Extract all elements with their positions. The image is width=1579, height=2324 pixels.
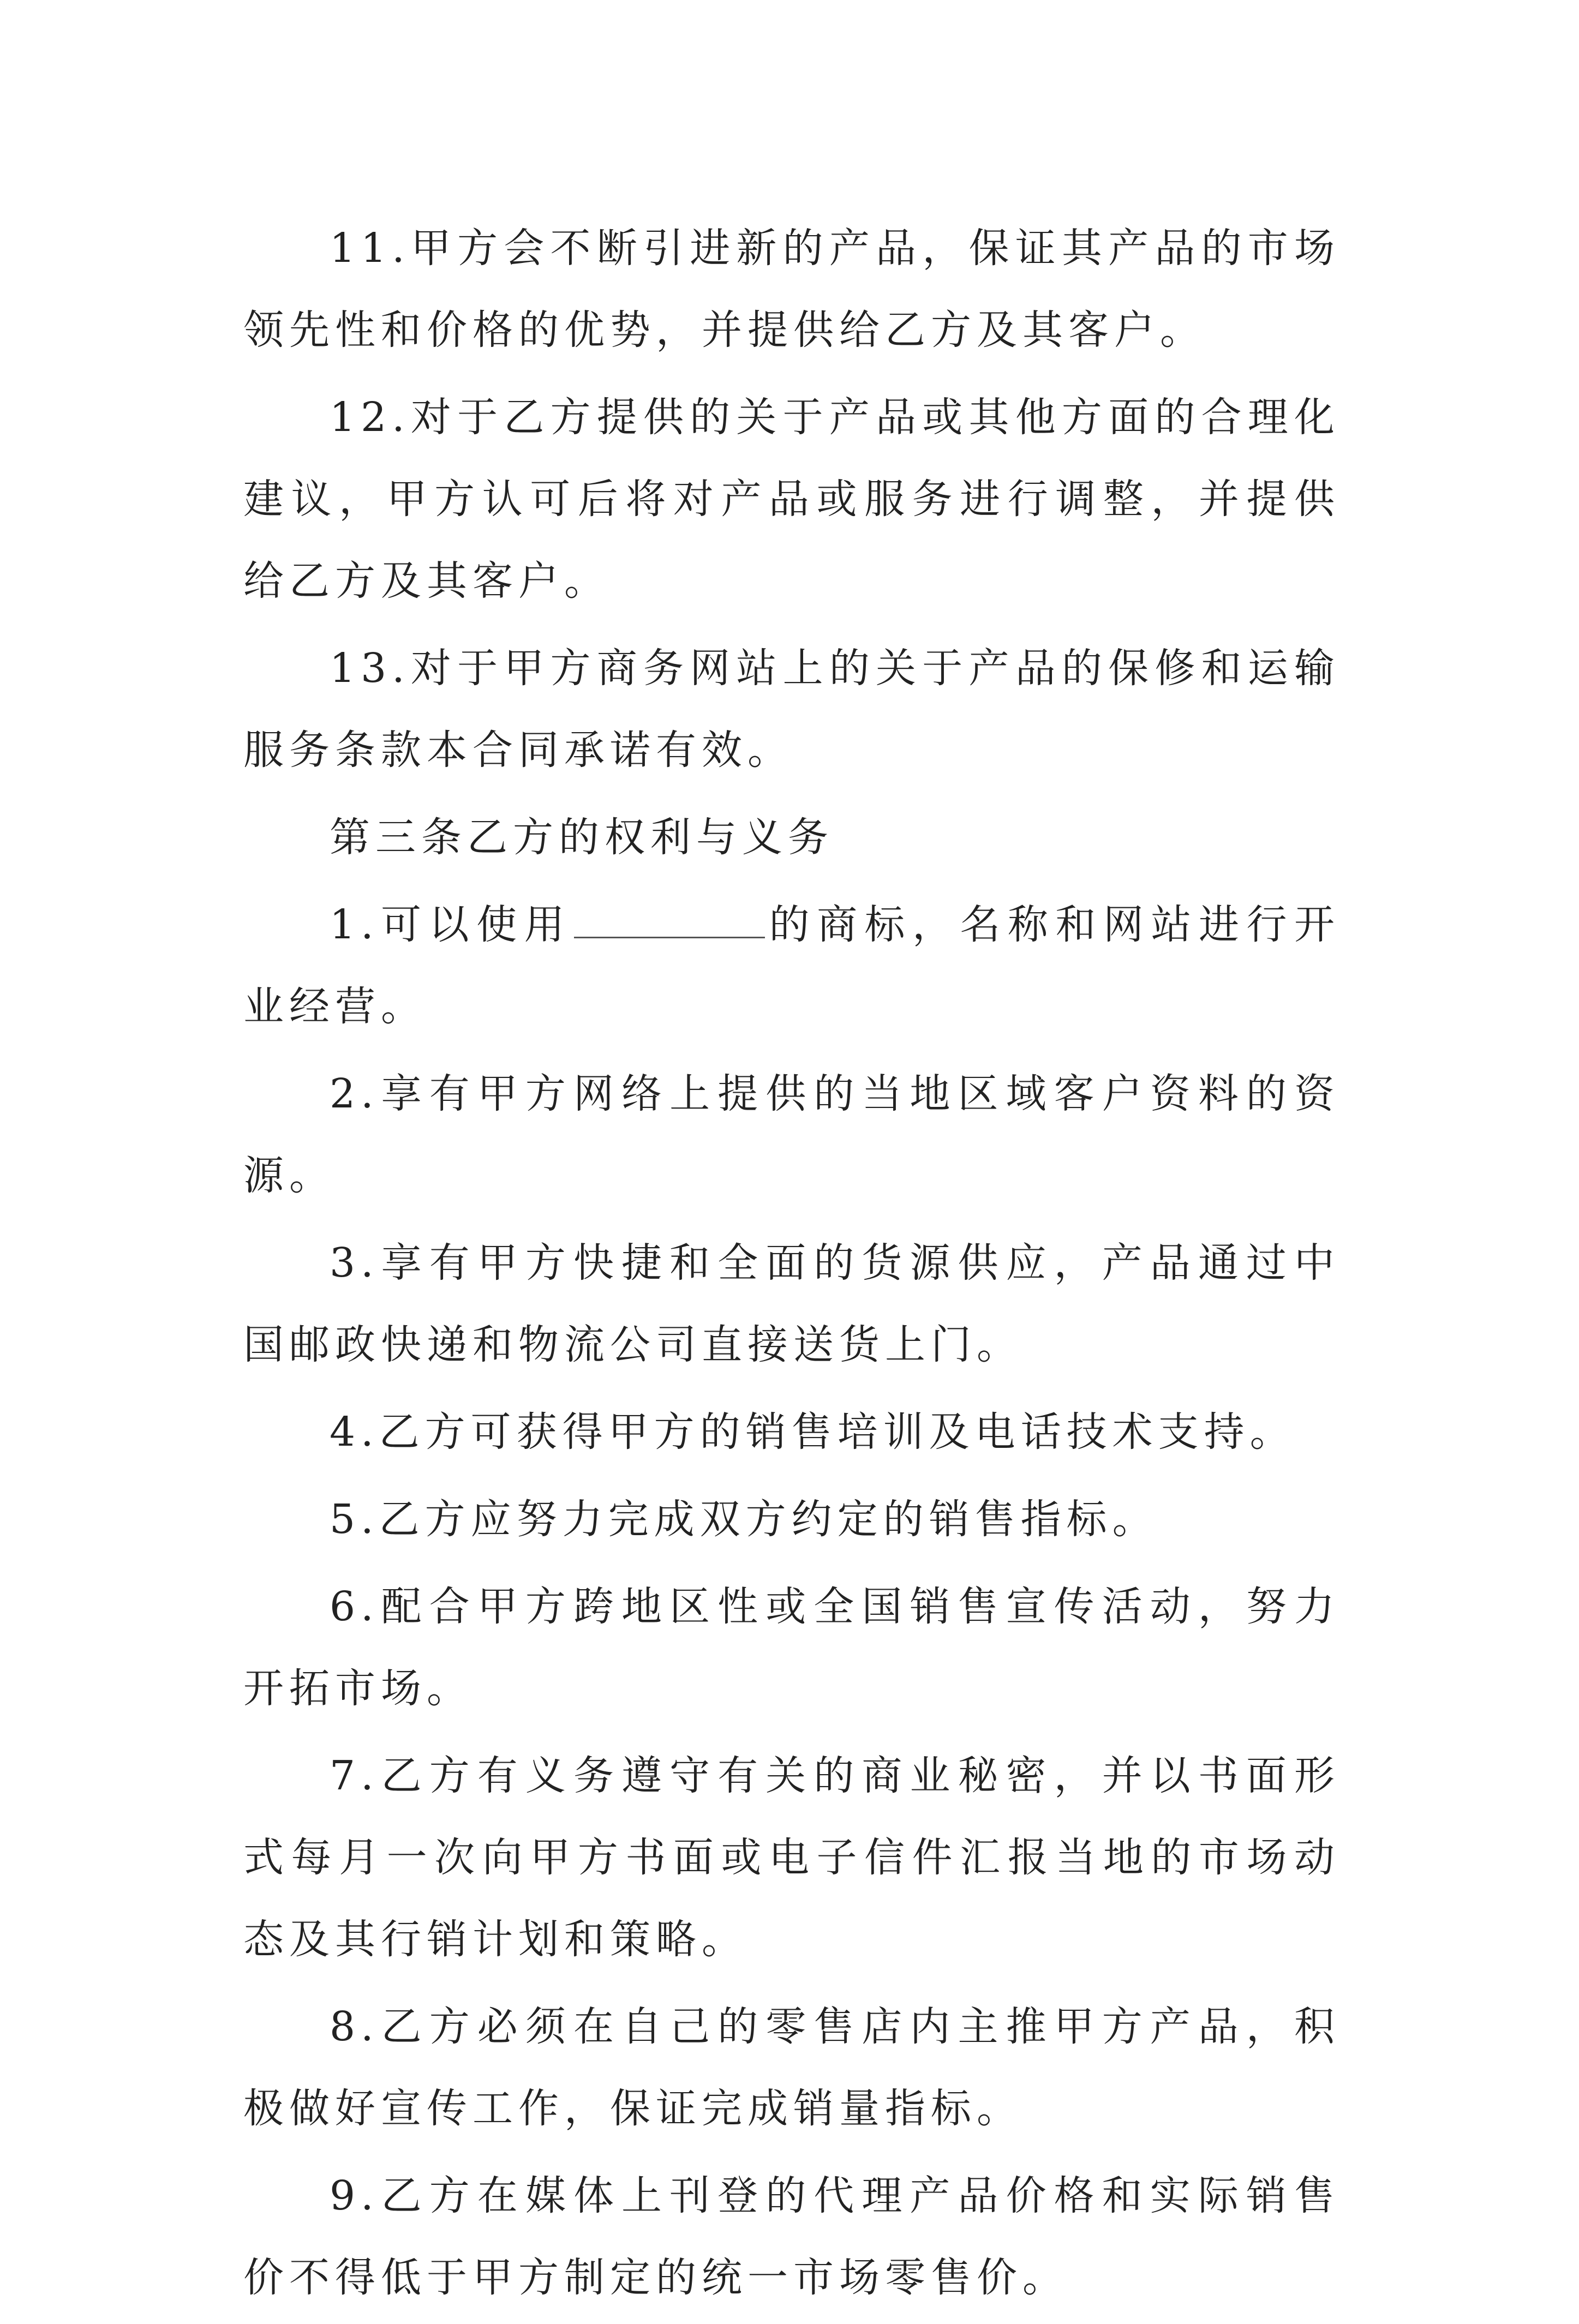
party-b-item-6: 6.配合甲方跨地区性或全国销售宣传活动，努力开拓市场。 <box>243 1583 1340 1712</box>
party-b-item-7: 7.乙方有义务遵守有关的商业秘密，并以书面形式每月一次向甲方书面或电子信件汇报当地的市场动态及其行销计划和策略。 <box>243 1752 1340 1963</box>
document-body <box>243 207 1340 2324</box>
item-1-text-after: 的商标，名称和网站进行开业经营。 <box>243 901 1340 1030</box>
clause-12: 12.对于乙方提供的关于产品或其他方面的合理化建议，甲方认可后将对产品或服务进行调整，并提供给乙方及其客户。 <box>243 394 1340 604</box>
party-b-item-5: 5.乙方应努力完成双方约定的销售指标。 <box>330 1496 1158 1543</box>
fill-in-blank <box>574 936 765 938</box>
clause-13: 13.对于甲方商务网站上的关于产品的保修和运输服务条款本合同承诺有效。 <box>243 645 1340 774</box>
party-b-item-1 <box>243 884 1340 1047</box>
party-b-item-8: 8.乙方必须在自己的零售店内主推甲方产品，积极做好宣传工作，保证完成销量指标。 <box>243 2003 1340 2132</box>
clause-11: 11.甲方会不断引进新的产品，保证其产品的市场领先性和价格的优势，并提供给乙方及其客户。 <box>243 225 1340 354</box>
party-b-item-2: 2.享有甲方网络上提供的当地区域客户资料的资源。 <box>243 1070 1340 1199</box>
section-heading-article-3: 第三条乙方的权利与义务 <box>330 814 834 861</box>
party-b-item-4: 4.乙方可获得甲方的销售培训及电话技术支持。 <box>330 1409 1296 1456</box>
item-1-text-before: 1.可以使用 <box>330 901 572 948</box>
party-b-item-9: 9.乙方在媒体上刊登的代理产品价格和实际销售价不得低于甲方制定的统一市场零售价。 <box>243 2172 1340 2301</box>
party-b-item-3: 3.享有甲方快捷和全面的货源供应，产品通过中国邮政快递和物流公司直接送货上门。 <box>243 1239 1340 1368</box>
